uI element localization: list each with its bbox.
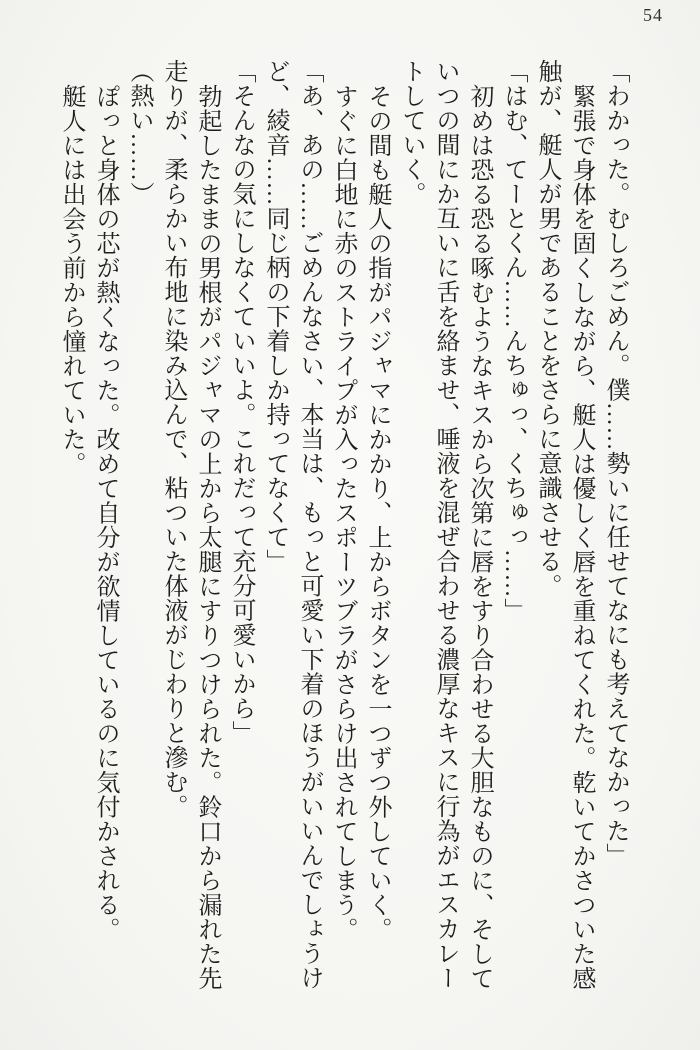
text-line: その間も艇人の指がパジャマにかかり、上からボタンを一つずつ外していく。 [364,84,390,942]
text-line: 「はむ、てーとくん……んちゅっ、くちゅっ……」 [500,59,526,623]
text-line: トしていく。 [398,59,424,206]
text-line: 「あ、あの……ごめんなさい、本当は、もっと可愛い下着のほうがいいんでしょうけ [296,59,322,990]
text-line: すぐに白地に赤のストライプが入ったスポーツブラがさらけ出されてしまう。 [330,84,356,942]
text-line: 「そんなの気にしなくていいよ。これだって充分可愛いから」 [228,59,254,745]
text-line: 緊張で身体を固くしながら、艇人は優しく唇を重ねてくれた。乾いてかさついた感 [568,84,594,991]
text-line: いつの間にか互いに舌を絡ませ、唾液を混ぜ合わせる濃厚なキスに行為がエスカレー [432,59,458,990]
text-line: 触が、艇人が男であることをさらに意識させる。 [534,59,560,598]
text-line: 初めは恐る恐る啄むようなキスから次第に唇をすり合わせる大胆なものに、そして [466,84,492,991]
text-line: 勃起したままの男根がパジャマの上から太腿にすりつけられた。鈴口から漏れた先 [194,84,220,991]
text-line: ど、綾音……同じ柄の下着しか持ってなくて」 [262,59,288,574]
page-number: 54 [643,5,663,25]
text-line: 艇人には出会う前から憧れていた。 [58,84,84,476]
text-line: ぽっと身体の芯が熱くなった。改めて自分が欲情しているのに気付かされる。 [92,84,118,942]
text-line: 走りが、柔らかい布地に染み込んで、粘ついた体液がじわりと滲む。 [160,59,186,819]
text-line: （熱い……） [126,59,152,206]
text-line: 「わかった。むしろごめん。僕……勢いに任せてなにも考えてなかった」 [602,59,628,868]
text-area [52,59,632,1011]
